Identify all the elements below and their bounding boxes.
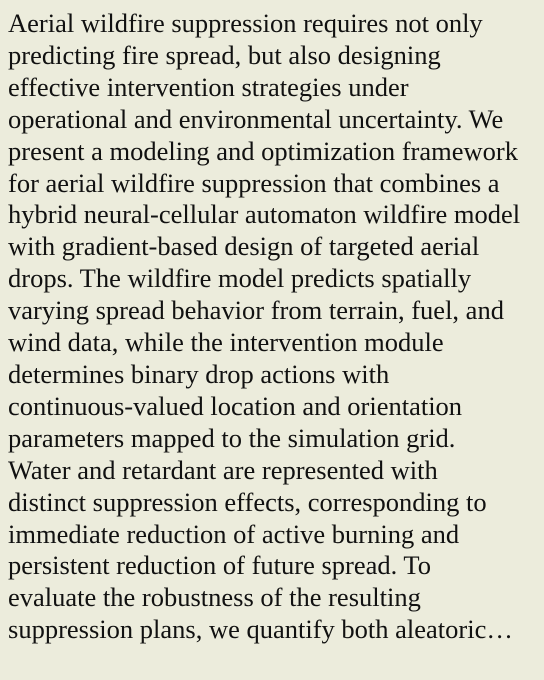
abstract-line: predicting fire spread, but also designing	[8, 39, 441, 70]
abstract-line: drops. The wildfire model predicts spatially	[8, 263, 472, 294]
abstract-line: effective intervention strategies under	[8, 71, 409, 102]
abstract-line: determines binary drop actions with	[8, 358, 390, 389]
abstract-line: immediate reduction of active burning and	[8, 518, 460, 549]
abstract-line: persistent reduction of future spread. To	[8, 550, 432, 581]
abstract-line: distinct suppression effects, corresponding to	[8, 486, 487, 517]
abstract-line: wind data, while the intervention module	[8, 327, 444, 358]
abstract-line: present a modeling and optimization framework	[8, 135, 518, 166]
abstract-line: varying spread behavior from terrain, fuel, and	[8, 295, 504, 326]
abstract-line: evaluate the robustness of the resulting	[8, 582, 421, 613]
abstract-line: suppression plans, we quantify both aleatoric…	[8, 614, 513, 645]
abstract-line: Aerial wildfire suppression requires not only	[8, 8, 483, 38]
abstract-line: Water and retardant are represented with	[8, 454, 438, 485]
abstract-line: operational and environmental uncertainty. We	[8, 103, 504, 134]
abstract-text	[8, 8, 544, 646]
abstract-line: for aerial wildfire suppression that combines a	[8, 167, 500, 198]
abstract-line: continuous-valued location and orientation	[8, 390, 463, 421]
abstract-line: parameters mapped to the simulation grid.	[8, 422, 456, 453]
abstract-line: hybrid neural-cellular automaton wildfire model	[8, 199, 521, 230]
abstract-line: with gradient-based design of targeted aerial	[8, 231, 480, 262]
